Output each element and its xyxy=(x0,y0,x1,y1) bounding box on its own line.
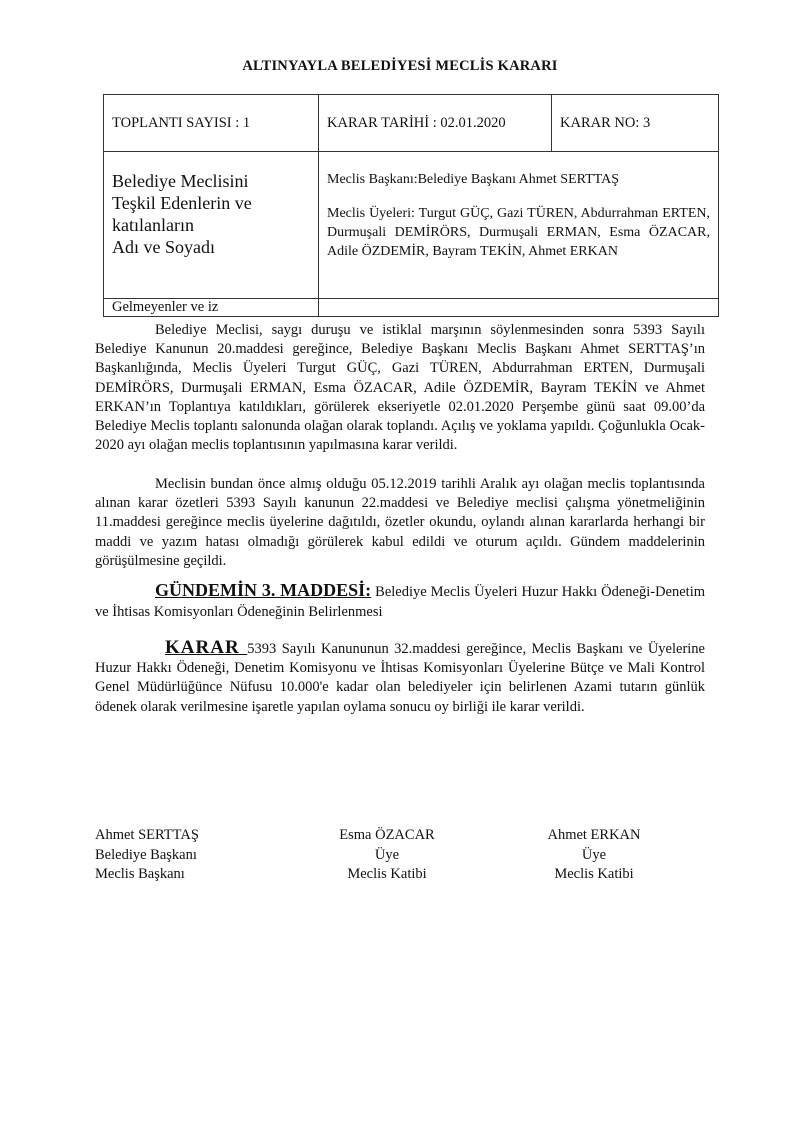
attendees-label: Belediye Meclisini Teşkil Edenlerin ve katılanların Adı ve Soyadı xyxy=(104,152,319,299)
meeting-number: TOPLANTI SAYISI : 1 xyxy=(104,95,319,152)
paragraph-opening: Belediye Meclisi, saygı duruşu ve istiklal marşının söylenmesinden sonra 5393 Sayılı Belediye Kanunun 20.maddesi gereğince, Belediye Başkanı Meclis Başkanı Ahmet SERTTAŞ’ın Başkanlığında, Meclis Üyeleri Turgut GÜÇ, Gazi TÜREN, Abdurrahman ERTEN, Durmuşali DEMİRÖRS, Durmuşali ERMAN, Esma ÖZACAR, Adile ÖZDEMİR, Bayram TEKİN ve Ahmet ERKAN’ın Toplantıya katıldıkları, görülerek ekseriyetle 02.01.2020 Perşembe günü saat 09.00’da Belediye Meclis toplantı salonunda olağan olarak toplandı. Açılış ve yoklama yapıldı. Çoğunlukla Ocak-2020 ayı olağan meclis toplantısının yapılmasına karar verildi. xyxy=(95,322,705,454)
attendees-list xyxy=(319,152,719,299)
paragraph-previous-minutes: Meclisin bundan önce almış olduğu 05.12.2019 tarihli Aralık ayı olağan meclis toplantısında alınan karar özetleri 5393 Sayılı kanunun 22.maddesi ve Belediye meclisi çalışma yönetmeliğinin 11.maddesi gereğince meclis üyelerine dağıtıldı, özetler okundu, oylandı alınan kararlarda herhangi bir maddi ve yazım hatası olmadığı görülerek kabul edildi ve oturum açıldı. Gündem maddelerinin görüşülmesine geçildi. xyxy=(95,476,705,569)
signature-clerk-2: Ahmet ERKAN Üye Meclis Katibi xyxy=(547,827,641,882)
absent-value xyxy=(319,299,719,317)
decision-paragraph xyxy=(95,638,705,717)
council-chair: Meclis Başkanı:Belediye Başkanı Ahmet SERTTAŞ xyxy=(327,172,620,187)
absent-label: Gelmeyenler ve iz xyxy=(104,299,319,317)
decision-date: KARAR TARİHİ : 02.01.2020 xyxy=(319,95,552,152)
decision-number: KARAR NO: 3 xyxy=(552,95,719,152)
agenda-text: Belediye Meclis Üyeleri Huzur Hakkı Ödeneği-Denetim ve İhtisas Komisyonları Ödeneğinin Belirlenmesi xyxy=(95,584,706,620)
decision-heading: KARAR xyxy=(165,637,248,658)
agenda-heading: GÜNDEMİN 3. MADDESİ: xyxy=(155,580,372,600)
document-title: ALTINYAYLA BELEDİYESİ MECLİS KARARI xyxy=(242,58,558,74)
council-members: Meclis Üyeleri: Turgut GÜÇ, Gazi TÜREN, Abdurrahman ERTEN, Durmuşali DEMİRÖRS, Durmuşali ERMAN, Esma ÖZACAR, Adile ÖZDEMİR, Bayram TEKİN, Ahmet ERKAN xyxy=(327,206,710,259)
decision-text: 5393 Sayılı Kanununun 32.maddesi gereğince, Meclis Başkanı ve Üyelerine Huzur Hakkı Ödeneği, Denetim Komisyonu ve İhtisas Komisyonları Üyelerine Bütçe ve Mali Kontrol Genel Müdürlüğünce Nüfusu 10.000'e kadar olan belediyeler için belirlenen Azami tutarın günlük ödenek olarak verilmesine işaretle yapılan oylama sonucu oy birliği ile karar verildi. xyxy=(95,641,705,715)
signature-mayor: Ahmet SERTTAŞ Belediye Başkanı Meclis Başkanı xyxy=(95,827,199,882)
meeting-info-table xyxy=(103,94,719,317)
agenda-item xyxy=(95,580,705,622)
signature-clerk-1: Esma ÖZACAR Üye Meclis Katibi xyxy=(339,827,435,882)
